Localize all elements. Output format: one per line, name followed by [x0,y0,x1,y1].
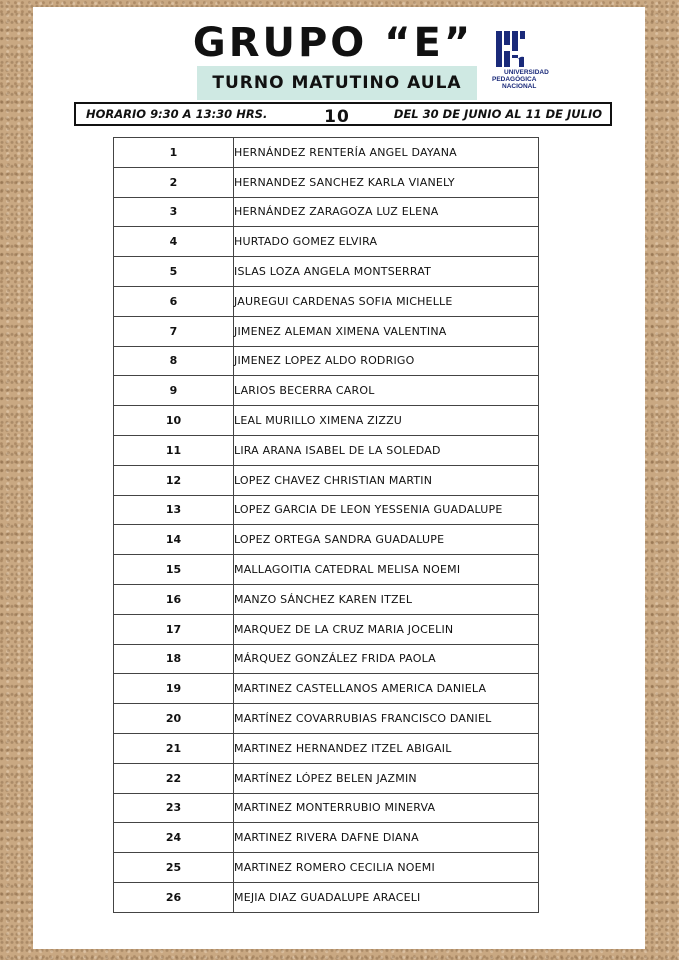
student-number: 9 [114,376,234,406]
table-row [114,346,539,376]
schedule-hours: HORARIO 9:30 A 13:30 HRS. [86,107,268,121]
table-row [114,465,539,495]
student-name: MARTINEZ MONTERRUBIO MINERVA [234,793,539,823]
table-row [114,167,539,197]
table-row [114,376,539,406]
student-number: 25 [114,853,234,883]
student-number: 16 [114,584,234,614]
student-number: 21 [114,733,234,763]
table-row [114,793,539,823]
table-row [114,316,539,346]
logo-line-3: NACIONAL [502,83,537,90]
student-roster-table [113,137,539,913]
student-number: 26 [114,882,234,912]
student-name: LEAL MURILLO XIMENA ZIZZU [234,406,539,436]
table-row [114,763,539,793]
student-number: 4 [114,227,234,257]
table-row [114,823,539,853]
shift-classroom-banner: TURNO MATUTINO AULA 10 [197,66,477,100]
student-number: 18 [114,644,234,674]
student-number: 14 [114,525,234,555]
upn-logo [492,27,572,97]
student-name: MARTINEZ ROMERO CECILIA NOEMI [234,853,539,883]
student-roster-body [114,138,539,913]
student-name: MALLAGOITIA CATEDRAL MELISA NOEMI [234,555,539,585]
student-number: 7 [114,316,234,346]
student-number: 2 [114,167,234,197]
student-name: MEJIA DIAZ GUADALUPE ARACELI [234,882,539,912]
table-row [114,257,539,287]
student-name: LOPEZ GARCIA DE LEON YESSENIA GUADALUPE [234,495,539,525]
student-number: 11 [114,435,234,465]
table-row [114,644,539,674]
student-number: 23 [114,793,234,823]
table-row [114,227,539,257]
table-row [114,555,539,585]
table-row [114,197,539,227]
student-name: JIMENEZ LOPEZ ALDO RODRIGO [234,346,539,376]
student-name: MÁRQUEZ GONZÁLEZ FRIDA PAOLA [234,644,539,674]
student-number: 12 [114,465,234,495]
upn-logo-mark-icon [492,27,572,71]
student-name: MARTINEZ CASTELLANOS AMERICA DANIELA [234,674,539,704]
student-number: 17 [114,614,234,644]
page-title: GRUPO “E” [192,20,474,66]
student-number: 13 [114,495,234,525]
student-name: MARTÍNEZ LÓPEZ BELEN JAZMIN [234,763,539,793]
student-number: 6 [114,286,234,316]
student-name: ISLAS LOZA ANGELA MONTSERRAT [234,257,539,287]
student-name: LOPEZ CHAVEZ CHRISTIAN MARTIN [234,465,539,495]
upn-logo-text [492,69,572,90]
table-row [114,406,539,436]
table-row [114,733,539,763]
table-row [114,138,539,168]
table-row [114,882,539,912]
logo-line-2: PEDAGÓGICA [492,76,537,83]
student-name: MARTÍNEZ COVARRUBIAS FRANCISCO DANIEL [234,704,539,734]
table-row [114,525,539,555]
student-number: 15 [114,555,234,585]
student-number: 20 [114,704,234,734]
student-number: 5 [114,257,234,287]
student-name: MANZO SÁNCHEZ KAREN ITZEL [234,584,539,614]
student-number: 22 [114,763,234,793]
table-row [114,614,539,644]
student-number: 8 [114,346,234,376]
schedule-bar [74,102,612,126]
table-row [114,495,539,525]
student-number: 3 [114,197,234,227]
student-number: 1 [114,138,234,168]
student-name: LOPEZ ORTEGA SANDRA GUADALUPE [234,525,539,555]
table-row [114,584,539,614]
student-number: 10 [114,406,234,436]
student-name: MARQUEZ DE LA CRUZ MARIA JOCELIN [234,614,539,644]
table-row [114,435,539,465]
student-name: JIMENEZ ALEMAN XIMENA VALENTINA [234,316,539,346]
student-number: 24 [114,823,234,853]
student-name: LARIOS BECERRA CAROL [234,376,539,406]
student-name: MARTINEZ HERNANDEZ ITZEL ABIGAIL [234,733,539,763]
schedule-dates: DEL 30 DE JUNIO AL 11 DE JULIO [393,107,602,121]
logo-line-1: UNIVERSIDAD [504,69,549,76]
table-row [114,704,539,734]
student-name: JAUREGUI CARDENAS SOFIA MICHELLE [234,286,539,316]
table-row [114,286,539,316]
student-name: MARTINEZ RIVERA DAFNE DIANA [234,823,539,853]
table-row [114,853,539,883]
document-sheet [33,7,645,949]
student-name: HERNANDEZ SANCHEZ KARLA VIANELY [234,167,539,197]
student-name: HERNÁNDEZ RENTERÍA ANGEL DAYANA [234,138,539,168]
student-name: HURTADO GOMEZ ELVIRA [234,227,539,257]
table-row [114,674,539,704]
student-name: LIRA ARANA ISABEL DE LA SOLEDAD [234,435,539,465]
student-number: 19 [114,674,234,704]
student-name: HERNÁNDEZ ZARAGOZA LUZ ELENA [234,197,539,227]
